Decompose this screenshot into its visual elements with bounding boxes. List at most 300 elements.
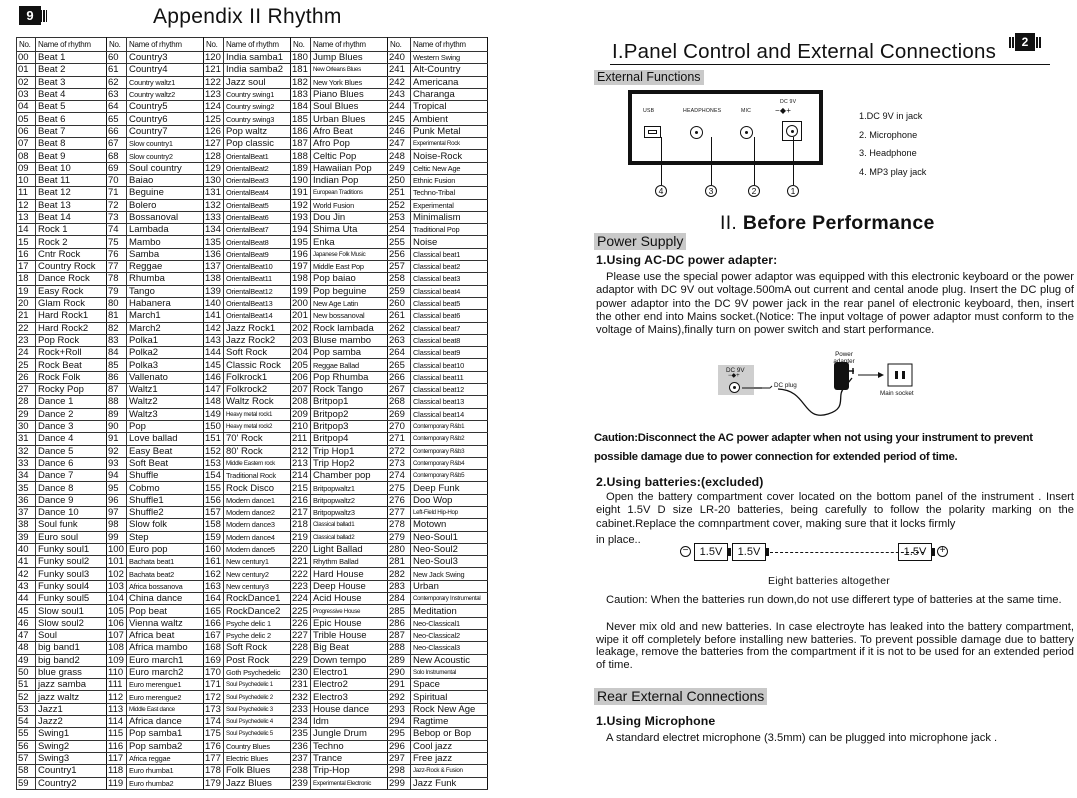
rhythm-name: Country Blues xyxy=(224,740,291,752)
rhythm-number: 87 xyxy=(107,384,127,396)
rhythm-number: 274 xyxy=(388,470,411,482)
rhythm-number: 103 xyxy=(107,580,127,592)
rhythm-number: 134 xyxy=(204,224,224,236)
rhythm-number: 299 xyxy=(388,777,411,789)
rhythm-name: Left-Field Hip-Hop xyxy=(411,506,488,518)
table-row xyxy=(17,519,488,531)
rhythm-table xyxy=(16,37,488,790)
batteries-caption: Eight batteries altogether xyxy=(768,575,890,587)
rhythm-name: Idm xyxy=(311,716,388,728)
rhythm-name: Shuffle1 xyxy=(127,494,204,506)
rhythm-name: Classical beat2 xyxy=(411,261,488,273)
rhythm-name: Jazz2 xyxy=(36,716,107,728)
power-supply-label: Power Supply xyxy=(594,233,686,250)
function-item: 3. Headphone xyxy=(859,148,917,158)
rhythm-number: 149 xyxy=(204,408,224,420)
table-row xyxy=(17,285,488,297)
rhythm-number: 61 xyxy=(107,64,127,76)
table-row xyxy=(17,211,488,223)
rhythm-number: 14 xyxy=(17,224,36,236)
rhythm-number: 263 xyxy=(388,334,411,346)
function-list xyxy=(859,107,926,181)
rhythm-name: OrientalBeat4 xyxy=(224,187,291,199)
rhythm-number: 07 xyxy=(17,138,36,150)
table-row xyxy=(17,666,488,678)
rhythm-number: 72 xyxy=(107,199,127,211)
rhythm-number: 21 xyxy=(17,310,36,322)
header-name: Name of rhythm xyxy=(411,38,488,52)
rhythm-number: 111 xyxy=(107,679,127,691)
rhythm-name: New bossanoval xyxy=(311,310,388,322)
rhythm-number: 73 xyxy=(107,211,127,223)
table-row xyxy=(17,494,488,506)
rhythm-number: 213 xyxy=(291,457,311,469)
rhythm-number: 75 xyxy=(107,236,127,248)
rhythm-name: Middle East dance xyxy=(127,703,204,715)
rhythm-name: Contemporary R&b2 xyxy=(411,433,488,445)
rhythm-name: Techno xyxy=(311,740,388,752)
rhythm-name: Classical beat11 xyxy=(411,371,488,383)
rhythm-name: Dance 8 xyxy=(36,482,107,494)
rhythm-number: 90 xyxy=(107,420,127,432)
rhythm-name: Rock+Roll xyxy=(36,347,107,359)
rhythm-number: 242 xyxy=(388,76,411,88)
header-no: No. xyxy=(291,38,311,52)
rhythm-name: Classical beat5 xyxy=(411,297,488,309)
rhythm-number: 182 xyxy=(291,76,311,88)
rhythm-number: 10 xyxy=(17,174,36,186)
rhythm-number: 191 xyxy=(291,187,311,199)
rhythm-number: 00 xyxy=(17,52,36,64)
rhythm-name: Euro rhumba2 xyxy=(127,777,204,789)
rhythm-name: Rock 2 xyxy=(36,236,107,248)
rhythm-number: 119 xyxy=(107,777,127,789)
battery-icon: 1.5V xyxy=(732,543,766,561)
rhythm-number: 19 xyxy=(17,285,36,297)
rhythm-number: 176 xyxy=(204,740,224,752)
rhythm-number: 288 xyxy=(388,642,411,654)
rhythm-name: Slow country1 xyxy=(127,138,204,150)
rhythm-number: 297 xyxy=(388,752,411,764)
rhythm-number: 118 xyxy=(107,765,127,777)
rhythm-number: 146 xyxy=(204,371,224,383)
rhythm-number: 37 xyxy=(17,506,36,518)
battery-tip xyxy=(932,548,935,556)
rhythm-number: 13 xyxy=(17,211,36,223)
rhythm-name: Dance 5 xyxy=(36,445,107,457)
rhythm-name: Funky soul4 xyxy=(36,580,107,592)
rhythm-name: House dance xyxy=(311,703,388,715)
rhythm-name: Classical beat8 xyxy=(411,334,488,346)
callout-line xyxy=(711,137,712,185)
table-row xyxy=(17,334,488,346)
rhythm-name: Pop samba2 xyxy=(127,740,204,752)
rhythm-number: 08 xyxy=(17,150,36,162)
rhythm-number: 226 xyxy=(291,617,311,629)
rhythm-number: 287 xyxy=(388,629,411,641)
rhythm-number: 33 xyxy=(17,457,36,469)
section-number: II. xyxy=(720,212,743,234)
rhythm-number: 260 xyxy=(388,297,411,309)
rhythm-number: 160 xyxy=(204,543,224,555)
rhythm-name: Waltz2 xyxy=(127,396,204,408)
rhythm-name: Pop classic xyxy=(224,138,291,150)
table-row xyxy=(17,716,488,728)
rhythm-number: 292 xyxy=(388,691,411,703)
table-row xyxy=(17,52,488,64)
rhythm-number: 100 xyxy=(107,543,127,555)
rhythm-number: 137 xyxy=(204,261,224,273)
rhythm-number: 03 xyxy=(17,88,36,100)
rhythm-number: 270 xyxy=(388,420,411,432)
rhythm-name: Africa beat xyxy=(127,629,204,641)
rhythm-name: Heavy metal rock2 xyxy=(224,420,291,432)
rhythm-number: 190 xyxy=(291,174,311,186)
rhythm-number: 105 xyxy=(107,605,127,617)
rhythm-number: 41 xyxy=(17,556,36,568)
rhythm-name: OrientalBeat13 xyxy=(224,297,291,309)
rhythm-name: New Acoustic xyxy=(411,654,488,666)
rhythm-number: 93 xyxy=(107,457,127,469)
rhythm-name: Funky soul3 xyxy=(36,568,107,580)
rhythm-name: Classical beat13 xyxy=(411,396,488,408)
table-row xyxy=(17,347,488,359)
function-item: 4. MP3 play jack xyxy=(859,166,927,177)
rhythm-number: 189 xyxy=(291,162,311,174)
rhythm-number: 27 xyxy=(17,384,36,396)
rhythm-name: Africa mambo xyxy=(127,642,204,654)
callout-3: 3 xyxy=(705,185,717,197)
panel-heading: I.Panel Control and External Connections xyxy=(612,40,997,63)
rhythm-name: Vienna waltz xyxy=(127,617,204,629)
rhythm-number: 198 xyxy=(291,273,311,285)
rhythm-name: Dance 9 xyxy=(36,494,107,506)
table-row xyxy=(17,703,488,715)
rhythm-number: 168 xyxy=(204,642,224,654)
rhythm-number: 129 xyxy=(204,162,224,174)
rhythm-name: Rock Tango xyxy=(311,384,388,396)
rhythm-number: 215 xyxy=(291,482,311,494)
rhythm-name: Swing3 xyxy=(36,752,107,764)
rhythm-number: 271 xyxy=(388,433,411,445)
rhythm-name: Trance xyxy=(311,752,388,764)
rhythm-name: Shuffle2 xyxy=(127,506,204,518)
rhythm-name: blue grass xyxy=(36,666,107,678)
rhythm-number: 96 xyxy=(107,494,127,506)
rhythm-name: Celtic New Age xyxy=(411,162,488,174)
rhythm-number: 132 xyxy=(204,199,224,211)
rhythm-number: 246 xyxy=(388,125,411,137)
function-item: 1.DC 9V in jack xyxy=(859,111,923,121)
rhythm-name: Glam Rock xyxy=(36,297,107,309)
rhythm-number: 173 xyxy=(204,703,224,715)
rhythm-name: Ambient xyxy=(411,113,488,125)
table-row xyxy=(17,752,488,764)
rhythm-number: 273 xyxy=(388,457,411,469)
rhythm-number: 121 xyxy=(204,64,224,76)
rhythm-name: RockDance2 xyxy=(224,605,291,617)
rhythm-name: Rock Beat xyxy=(36,359,107,371)
rhythm-name: Dou Jin xyxy=(311,211,388,223)
rhythm-name: Electro3 xyxy=(311,691,388,703)
usb-port-icon xyxy=(644,126,661,138)
rhythm-name: Dance 3 xyxy=(36,420,107,432)
rhythm-name: Traditional Pop xyxy=(411,224,488,236)
rhythm-number: 101 xyxy=(107,556,127,568)
rhythm-name: Jazz Blues xyxy=(224,777,291,789)
rhythm-number: 244 xyxy=(388,101,411,113)
rhythm-name: Progressive House xyxy=(311,605,388,617)
table-row xyxy=(17,531,488,543)
rhythm-name: Easy Rock xyxy=(36,285,107,297)
rhythm-number: 174 xyxy=(204,716,224,728)
rhythm-number: 25 xyxy=(17,359,36,371)
rhythm-name: Free jazz xyxy=(411,752,488,764)
rhythm-number: 203 xyxy=(291,334,311,346)
dc-label: DC 9V xyxy=(780,99,797,105)
table-row xyxy=(17,199,488,211)
rhythm-number: 110 xyxy=(107,666,127,678)
rhythm-name: Neo-Soul2 xyxy=(411,543,488,555)
rhythm-number: 158 xyxy=(204,519,224,531)
rhythm-name: New Jack Swing xyxy=(411,568,488,580)
rhythm-number: 42 xyxy=(17,568,36,580)
rhythm-number: 140 xyxy=(204,297,224,309)
rhythm-number: 68 xyxy=(107,150,127,162)
callout-1: 1 xyxy=(787,185,799,197)
rhythm-name: Beat 12 xyxy=(36,187,107,199)
rhythm-name: New Orleans Blues xyxy=(311,64,388,76)
rhythm-name: Cobmo xyxy=(127,482,204,494)
rhythm-name: Doo Wop xyxy=(411,494,488,506)
rhythm-number: 222 xyxy=(291,568,311,580)
rhythm-number: 179 xyxy=(204,777,224,789)
rhythm-number: 153 xyxy=(204,457,224,469)
rhythm-name: Country4 xyxy=(127,64,204,76)
rhythm-number: 35 xyxy=(17,482,36,494)
rhythm-number: 247 xyxy=(388,138,411,150)
rhythm-number: 83 xyxy=(107,334,127,346)
table-row xyxy=(17,642,488,654)
table-row xyxy=(17,371,488,383)
rhythm-name: Polka1 xyxy=(127,334,204,346)
rhythm-name: Acid House xyxy=(311,593,388,605)
rhythm-number: 57 xyxy=(17,752,36,764)
rhythm-name: Waltz Rock xyxy=(224,396,291,408)
rhythm-number: 120 xyxy=(204,52,224,64)
rhythm-number: 251 xyxy=(388,187,411,199)
rhythm-number: 241 xyxy=(388,64,411,76)
rhythm-name: Soul xyxy=(36,629,107,641)
rhythm-name: Britpop4 xyxy=(311,433,388,445)
rhythm-number: 84 xyxy=(107,347,127,359)
rhythm-number: 34 xyxy=(17,470,36,482)
rhythm-name: Beat 4 xyxy=(36,88,107,100)
rhythm-number: 171 xyxy=(204,679,224,691)
rhythm-name: Country5 xyxy=(127,101,204,113)
dc-plug-label: DC plug xyxy=(774,382,797,389)
rhythm-number: 278 xyxy=(388,519,411,531)
callout-2: 2 xyxy=(748,185,760,197)
rhythm-name: OrientalBeat6 xyxy=(224,211,291,223)
rhythm-name: jazz waltz xyxy=(36,691,107,703)
rhythm-number: 77 xyxy=(107,261,127,273)
rhythm-number: 252 xyxy=(388,199,411,211)
table-row xyxy=(17,113,488,125)
rhythm-name: Solo Instrumental xyxy=(411,666,488,678)
rhythm-name: Soft Rock xyxy=(224,642,291,654)
rhythm-number: 151 xyxy=(204,433,224,445)
rhythm-number: 188 xyxy=(291,150,311,162)
rhythm-name: OrientalBeat12 xyxy=(224,285,291,297)
rhythm-number: 249 xyxy=(388,162,411,174)
rhythm-number: 267 xyxy=(388,384,411,396)
rhythm-name: Classical beat14 xyxy=(411,408,488,420)
rhythm-name: Rock lambada xyxy=(311,322,388,334)
rhythm-name: New Age Latin xyxy=(311,297,388,309)
table-row xyxy=(17,76,488,88)
table-row xyxy=(17,125,488,137)
rhythm-name: Hard Rock1 xyxy=(36,310,107,322)
rhythm-name: Psyche delic 1 xyxy=(224,617,291,629)
rhythm-number: 51 xyxy=(17,679,36,691)
header-name: Name of rhythm xyxy=(127,38,204,52)
table-row xyxy=(17,174,488,186)
rhythm-number: 22 xyxy=(17,322,36,334)
rhythm-number: 285 xyxy=(388,605,411,617)
rhythm-number: 193 xyxy=(291,211,311,223)
table-row xyxy=(17,88,488,100)
rhythm-number: 259 xyxy=(388,285,411,297)
rhythm-name: Folk Blues xyxy=(224,765,291,777)
rhythm-name: Middle East Pop xyxy=(311,261,388,273)
table-row xyxy=(17,691,488,703)
rhythm-name: Britpopwaltz3 xyxy=(311,506,388,518)
rhythm-name: New century2 xyxy=(224,568,291,580)
batteries-paragraph-end: in place.. xyxy=(596,534,641,546)
table-row xyxy=(17,310,488,322)
rhythm-number: 248 xyxy=(388,150,411,162)
rhythm-number: 102 xyxy=(107,568,127,580)
rhythm-number: 196 xyxy=(291,248,311,260)
rhythm-number: 256 xyxy=(388,248,411,260)
rhythm-name: Ethnic Fusion xyxy=(411,174,488,186)
rhythm-number: 298 xyxy=(388,765,411,777)
rhythm-name: Dance Rock xyxy=(36,273,107,285)
rhythm-name: Britpop2 xyxy=(311,408,388,420)
rhythm-name: Space xyxy=(411,679,488,691)
table-row xyxy=(17,777,488,789)
rhythm-name: World Fusion xyxy=(311,199,388,211)
rhythm-number: 06 xyxy=(17,125,36,137)
rhythm-name: Beat 13 xyxy=(36,199,107,211)
rhythm-name: Soul Psychedelic 3 xyxy=(224,703,291,715)
rhythm-number: 275 xyxy=(388,482,411,494)
rhythm-number: 97 xyxy=(107,506,127,518)
rhythm-name: Classical beat10 xyxy=(411,359,488,371)
table-row xyxy=(17,297,488,309)
table-row xyxy=(17,765,488,777)
table-row xyxy=(17,556,488,568)
table-row xyxy=(17,396,488,408)
power-adapter-label: Power adapter xyxy=(833,351,855,365)
table-row xyxy=(17,150,488,162)
positive-terminal-icon: + xyxy=(937,546,948,557)
rhythm-number: 62 xyxy=(107,76,127,88)
rhythm-number: 279 xyxy=(388,531,411,543)
rhythm-name: Classical beat3 xyxy=(411,273,488,285)
rhythm-name: Country7 xyxy=(127,125,204,137)
header-name: Name of rhythm xyxy=(224,38,291,52)
rhythm-name: Classical beat4 xyxy=(411,285,488,297)
rhythm-number: 282 xyxy=(388,568,411,580)
table-row xyxy=(17,470,488,482)
rhythm-name: Contemporary R&b5 xyxy=(411,470,488,482)
rhythm-number: 92 xyxy=(107,445,127,457)
rhythm-name: Epic House xyxy=(311,617,388,629)
header-no: No. xyxy=(107,38,127,52)
rhythm-name: Modern dance5 xyxy=(224,543,291,555)
rhythm-name: Africa bossanova xyxy=(127,580,204,592)
rhythm-number: 290 xyxy=(388,666,411,678)
rhythm-name: Britpop3 xyxy=(311,420,388,432)
rhythm-number: 79 xyxy=(107,285,127,297)
table-row xyxy=(17,740,488,752)
rhythm-name: Contemporary R&b1 xyxy=(411,420,488,432)
rhythm-number: 221 xyxy=(291,556,311,568)
rhythm-number: 227 xyxy=(291,629,311,641)
rhythm-name: Electric Blues xyxy=(224,752,291,764)
table-row xyxy=(17,433,488,445)
rhythm-name: Baiao xyxy=(127,174,204,186)
rhythm-name: Enka xyxy=(311,236,388,248)
rhythm-number: 286 xyxy=(388,617,411,629)
rhythm-number: 20 xyxy=(17,297,36,309)
rhythm-number: 211 xyxy=(291,433,311,445)
rhythm-number: 175 xyxy=(204,728,224,740)
rhythm-name: Jazz1 xyxy=(36,703,107,715)
table-row xyxy=(17,101,488,113)
rhythm-name: Charanga xyxy=(411,88,488,100)
rhythm-number: 88 xyxy=(107,396,127,408)
rhythm-name: Polka3 xyxy=(127,359,204,371)
rhythm-name: Afro Pop xyxy=(311,138,388,150)
rhythm-name: Beat 6 xyxy=(36,113,107,125)
table-row xyxy=(17,543,488,555)
rhythm-number: 05 xyxy=(17,113,36,125)
rhythm-name: Deep Funk xyxy=(411,482,488,494)
rhythm-name: Heavy metal rock1 xyxy=(224,408,291,420)
rhythm-number: 52 xyxy=(17,691,36,703)
rhythm-number: 207 xyxy=(291,384,311,396)
rhythm-number: 17 xyxy=(17,261,36,273)
rhythm-number: 49 xyxy=(17,654,36,666)
rhythm-name: Mambo xyxy=(127,236,204,248)
rhythm-number: 43 xyxy=(17,580,36,592)
caution-batteries: Caution: When the batteries run down,do not use differert type of batteries at the same time. xyxy=(606,594,1062,606)
rhythm-number: 272 xyxy=(388,445,411,457)
rhythm-name: New century1 xyxy=(224,556,291,568)
rhythm-name: Country6 xyxy=(127,113,204,125)
rhythm-name: Beat 2 xyxy=(36,64,107,76)
rhythm-name: OrientalBeat11 xyxy=(224,273,291,285)
rhythm-name: OrientalBeat7 xyxy=(224,224,291,236)
rhythm-number: 29 xyxy=(17,408,36,420)
rhythm-name: Euro march1 xyxy=(127,654,204,666)
battery-icon: 1.5V xyxy=(694,543,728,561)
rhythm-number: 47 xyxy=(17,629,36,641)
table-row xyxy=(17,728,488,740)
